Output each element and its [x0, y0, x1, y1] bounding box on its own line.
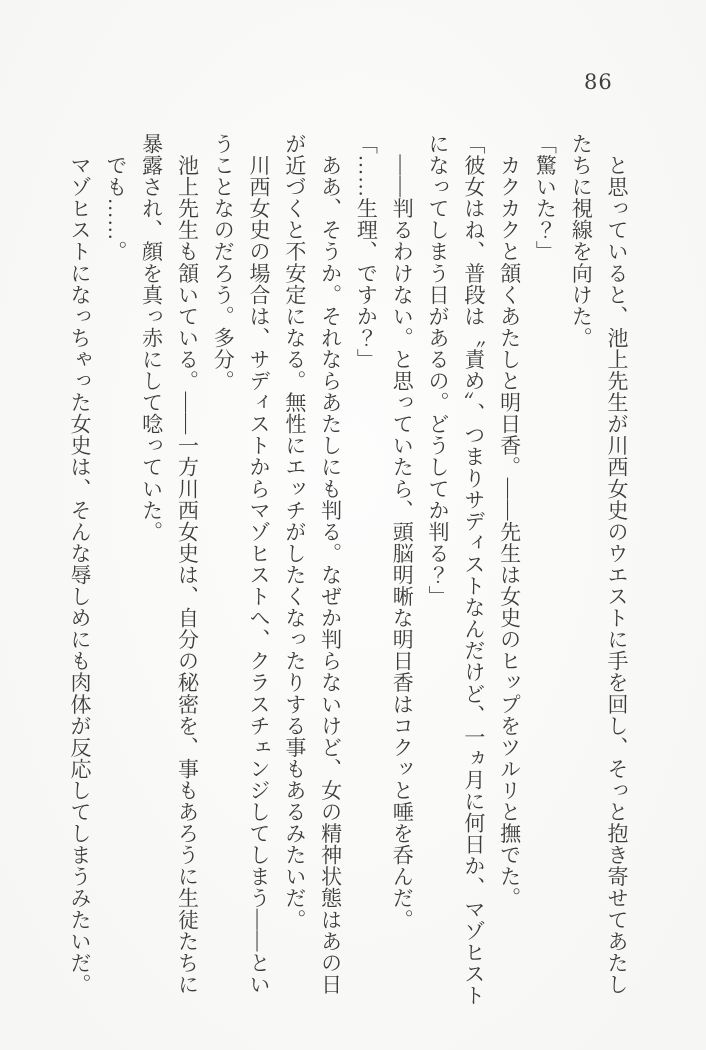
text-column: たちに視線を向けた。 [569, 133, 594, 349]
text-column: うことなのだろう。多分。 [211, 133, 236, 392]
text-column: 「……生理、ですか？」 [354, 133, 379, 371]
text-column: 川西女史の場合は、サディストからマゾヒストへ、クラスチェンジしてしまう――とい [247, 133, 272, 995]
text-block [61, 133, 634, 1007]
text-column: ――判るわけない。と思っていたら、頭脳明晰な明日香はコクッと唾を呑んだ。 [390, 133, 415, 931]
text-column: と思っていると、池上先生が川西女史のウエストに手を回し、そっと抱き寄せてあたし [605, 133, 629, 995]
page-number: 86 [584, 70, 613, 94]
text-column: でも……。 [103, 133, 128, 263]
text-column: 「彼女はね、普段は〝責め〟、つまりサディストなんだけど、一ヵ月に何日か、マゾヒスト [461, 133, 486, 1007]
text-column: が近づくと不安定になる。無性にエッチがしたくなったりする事もあるみたいだ。 [282, 133, 307, 931]
text-column: ああ、そうか。それならあたしにも判る。なぜか判らないけど、女の精神状態はあの日 [318, 133, 343, 995]
text-column: カクカクと頷くあたしと明日香。――先生は女史のヒップをツルリと撫でた。 [497, 133, 522, 909]
text-column: 暴露され、顔を真っ赤にして唸っていた。 [139, 133, 164, 543]
text-column: マゾヒストになっちゃった女史は、そんな辱しめにも肉体が反応してしまうみたいだ。 [68, 133, 93, 995]
text-column: になってしまう日があるの。どうしてか判る？」 [426, 133, 451, 608]
text-column: 「驚いた？」 [533, 133, 558, 263]
text-column: 池上先生も頷いている。――一方川西女史は、自分の秘密を、事もあろうに生徒たちに [175, 133, 200, 995]
